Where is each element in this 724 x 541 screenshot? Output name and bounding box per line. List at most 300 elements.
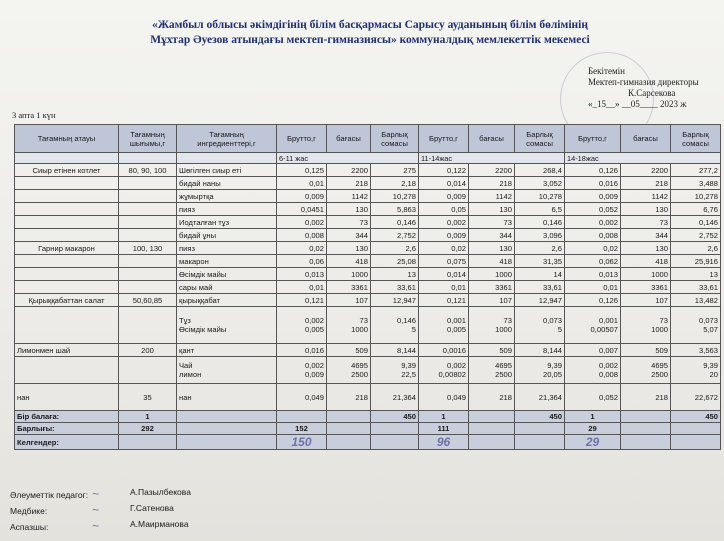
value-line: 0,073 (542, 316, 562, 325)
value-cell: 25,08 (371, 255, 419, 268)
value-cell: 3,563 (671, 344, 721, 357)
value-line: 0,002 (598, 361, 618, 370)
value-line: 0,002 (304, 361, 324, 370)
value-cell: 12,947 (515, 294, 565, 307)
dish-name-cell (15, 357, 119, 384)
table-row (15, 307, 721, 344)
value-line: 0,002 (304, 316, 324, 325)
column-header: Барлық сомасы (515, 125, 565, 153)
value-cell: 418 (621, 255, 671, 268)
ingredient-label: Тұз (179, 316, 191, 325)
header-row (15, 125, 721, 153)
value-line: 9,39 (547, 361, 562, 370)
value-cell: 33,61 (515, 281, 565, 294)
column-header: Брутто,г (419, 125, 469, 153)
table-cell (671, 423, 721, 435)
value-cell: 0,06 (277, 255, 327, 268)
value-cell: 0,062 (565, 255, 621, 268)
table-cell (177, 411, 277, 423)
yield-cell: 200 (119, 344, 177, 357)
title-line-2: Мұхтар Әуезов атындағы мектеп-гимназиясы» коммуналдық мемлекеттік мекемесі (150, 34, 590, 46)
value-cell: 3361 (327, 281, 371, 294)
document-title (110, 18, 630, 48)
value-cell: 0,014 (419, 177, 469, 190)
dish-name-cell (15, 190, 119, 203)
table-cell (469, 435, 515, 450)
value-cell: 22,672 (671, 384, 721, 411)
yield-cell (119, 177, 177, 190)
value-cell: 2200 (469, 164, 515, 177)
ingredient-cell: бидай ұны (177, 229, 277, 242)
value-cell (515, 357, 565, 384)
column-header: Тағамның шығымы,г (119, 125, 177, 153)
table-cell (469, 423, 515, 435)
ingredient-cell: Иодталған тұз (177, 216, 277, 229)
total-value: 450 (515, 411, 565, 423)
value-cell: 0,049 (419, 384, 469, 411)
ingredient-label: Өсімдік майы (179, 325, 227, 334)
value-cell: 344 (621, 229, 671, 242)
value-cell: 0,146 (515, 216, 565, 229)
value-cell: 73 (621, 216, 671, 229)
table-cell (671, 435, 721, 450)
value-cell: 1000 (327, 268, 371, 281)
value-cell: 1142 (469, 190, 515, 203)
value-cell: 0,02 (419, 242, 469, 255)
value-line: 0,00802 (438, 370, 466, 379)
value-line: 73 (659, 316, 668, 325)
value-line: 73 (503, 316, 512, 325)
value-cell: 0,02 (565, 242, 621, 255)
value-cell (515, 307, 565, 344)
total-value: 1 (119, 411, 177, 423)
table-row (15, 281, 721, 294)
table-cell (177, 435, 277, 450)
handwritten-signature: ~ (92, 519, 100, 533)
table-cell (327, 435, 371, 450)
value-cell: 21,364 (371, 384, 419, 411)
table-cell (621, 435, 671, 450)
ingredient-label: Чай (179, 361, 193, 370)
value-cell: 13 (671, 268, 721, 281)
column-header: Барлық сомасы (671, 125, 721, 153)
value-cell: 0,02 (277, 242, 327, 255)
total-label: Бір балаға: (15, 411, 119, 423)
column-header: Тағамның атауы (15, 125, 119, 153)
ingredient-cell: нан (177, 384, 277, 411)
value-cell (621, 357, 671, 384)
approval-line-2: Мектеп-гимназия директоры (588, 77, 699, 87)
table-row (15, 344, 721, 357)
value-cell: 277,2 (671, 164, 721, 177)
value-cell: 2,6 (371, 242, 419, 255)
table-cell (371, 423, 419, 435)
value-cell: 2200 (327, 164, 371, 177)
value-cell: 0,014 (419, 268, 469, 281)
yield-cell (119, 281, 177, 294)
value-cell: 0,122 (419, 164, 469, 177)
value-cell: 0,126 (565, 164, 621, 177)
value-cell: 0,126 (565, 294, 621, 307)
value-cell: 0,01 (277, 177, 327, 190)
column-header: Брутто,г (565, 125, 621, 153)
yield-cell (119, 357, 177, 384)
table-cell (277, 411, 327, 423)
dish-name-cell (15, 255, 119, 268)
yield-cell (119, 255, 177, 268)
value-cell: 1000 (469, 268, 515, 281)
value-cell: 10,278 (371, 190, 419, 203)
value-cell: 0,146 (671, 216, 721, 229)
value-cell: 268,4 (515, 164, 565, 177)
value-cell: 33,61 (371, 281, 419, 294)
table-row (15, 190, 721, 203)
ingredient-cell: макарон (177, 255, 277, 268)
value-cell: 0,013 (277, 268, 327, 281)
attendance-value: 150 (277, 435, 327, 450)
value-cell: 1142 (621, 190, 671, 203)
value-cell: 31,35 (515, 255, 565, 268)
value-cell: 0,002 (419, 216, 469, 229)
total-value: 450 (671, 411, 721, 423)
yield-cell: 50,60,85 (119, 294, 177, 307)
ingredient-cell: бидай наны (177, 177, 277, 190)
title-line-1: «Жамбыл облысы әкімдігінің білім басқармасы Сарысу ауданының білім бөлімінің (152, 19, 588, 31)
table-cell (327, 423, 371, 435)
total-label: Келгендер: (15, 435, 119, 450)
value-cell: 130 (621, 203, 671, 216)
value-cell (419, 307, 469, 344)
yield-cell (119, 268, 177, 281)
table-cell (621, 411, 671, 423)
value-cell: 0,002 (565, 216, 621, 229)
value-line: 0,008 (598, 370, 618, 379)
ingredient-cell: Өсімдік майы (177, 268, 277, 281)
value-cell: 509 (469, 344, 515, 357)
value-cell: 3,052 (515, 177, 565, 190)
value-cell (565, 307, 621, 344)
dish-name-cell (15, 307, 119, 344)
approval-line-3: К.Сарсекова (628, 88, 676, 98)
value-line: 2500 (495, 370, 512, 379)
table-row (15, 216, 721, 229)
value-cell (469, 307, 515, 344)
value-cell: 418 (469, 255, 515, 268)
table-cell (327, 411, 371, 423)
table-row (15, 255, 721, 268)
handwritten-signature: ~ (92, 487, 100, 501)
ingredient-cell: қант (177, 344, 277, 357)
value-cell: 0,008 (565, 229, 621, 242)
column-header: Брутто,г (277, 125, 327, 153)
total-value: 111 (419, 423, 469, 435)
value-cell: 130 (327, 242, 371, 255)
total-value: 152 (277, 423, 327, 435)
value-cell (371, 357, 419, 384)
value-line: 5,07 (703, 325, 718, 334)
value-cell (277, 357, 327, 384)
value-cell (621, 307, 671, 344)
value-cell: 13 (371, 268, 419, 281)
column-header: бағасы (327, 125, 371, 153)
value-cell: 0,002 (277, 216, 327, 229)
value-cell: 5,863 (371, 203, 419, 216)
column-header: бағасы (621, 125, 671, 153)
value-cell: 0,01 (419, 281, 469, 294)
value-cell: 130 (469, 203, 515, 216)
value-cell: 0,121 (419, 294, 469, 307)
value-cell: 344 (327, 229, 371, 242)
value-cell: 130 (327, 203, 371, 216)
value-cell (469, 357, 515, 384)
value-cell: 0,008 (277, 229, 327, 242)
dish-name-cell: нан (15, 384, 119, 411)
value-cell: 130 (621, 242, 671, 255)
signature-nurse: Медбике: ~ Г.Сатенова (10, 503, 174, 517)
value-cell: 73 (327, 216, 371, 229)
table-cell (119, 435, 177, 450)
value-cell: 0,01 (565, 281, 621, 294)
value-cell: 107 (621, 294, 671, 307)
value-cell: 218 (621, 384, 671, 411)
table-row (15, 164, 721, 177)
value-line: 4695 (351, 361, 368, 370)
value-cell (327, 357, 371, 384)
value-line: 0,009 (304, 370, 324, 379)
value-cell: 275 (371, 164, 419, 177)
value-cell: 0,009 (277, 190, 327, 203)
value-cell: 14 (515, 268, 565, 281)
value-cell: 1142 (327, 190, 371, 203)
value-line: 5 (557, 325, 562, 334)
dish-name-cell: Сиыр етінен котлет (15, 164, 119, 177)
value-cell: 8,144 (515, 344, 565, 357)
value-cell: 344 (469, 229, 515, 242)
value-cell: 10,278 (671, 190, 721, 203)
table-cell (177, 423, 277, 435)
value-line: 2500 (351, 370, 368, 379)
value-line: 9,39 (703, 361, 718, 370)
value-cell: 0,01 (277, 281, 327, 294)
value-cell: 218 (469, 177, 515, 190)
column-header: бағасы (469, 125, 515, 153)
ingredient-label: лимон (179, 370, 202, 379)
value-cell: 0,016 (565, 177, 621, 190)
total-row (15, 423, 721, 435)
value-cell: 0,049 (277, 384, 327, 411)
age-group-3: 14-18жас (565, 153, 721, 164)
yield-cell (119, 203, 177, 216)
dish-name-cell: Қырыққабаттан салат (15, 294, 119, 307)
value-cell: 0,007 (565, 344, 621, 357)
value-cell: 0,0451 (277, 203, 327, 216)
dish-name-cell (15, 229, 119, 242)
ingredient-cell (177, 357, 277, 384)
value-cell: 6,5 (515, 203, 565, 216)
value-line: 1000 (495, 325, 512, 334)
value-line: 0,001 (446, 316, 466, 325)
value-cell: 25,916 (671, 255, 721, 268)
total-value: 29 (565, 423, 621, 435)
value-cell: 21,364 (515, 384, 565, 411)
value-cell: 218 (469, 384, 515, 411)
value-line: 0,005 (446, 325, 466, 334)
value-cell: 2,6 (671, 242, 721, 255)
value-cell: 2,752 (671, 229, 721, 242)
ingredient-cell: жұмыртқа (177, 190, 277, 203)
ingredient-cell: Шөгілген сиыр еті (177, 164, 277, 177)
age-group-2: 11-14жас (419, 153, 565, 164)
value-line: 4695 (495, 361, 512, 370)
ingredient-cell: сары май (177, 281, 277, 294)
value-cell: 73 (469, 216, 515, 229)
value-cell: 218 (327, 177, 371, 190)
ingredient-cell (177, 307, 277, 344)
yield-cell: 35 (119, 384, 177, 411)
value-cell: 107 (469, 294, 515, 307)
value-cell: 10,278 (515, 190, 565, 203)
value-cell: 2,6 (515, 242, 565, 255)
yield-cell (119, 307, 177, 344)
value-cell: 0,009 (419, 190, 469, 203)
dish-name-cell (15, 216, 119, 229)
value-cell: 218 (621, 177, 671, 190)
value-line: 0,001 (598, 316, 618, 325)
value-cell (327, 307, 371, 344)
dish-name-cell (15, 268, 119, 281)
value-line: 1000 (651, 325, 668, 334)
value-line: 9,39 (401, 361, 416, 370)
value-cell: 0,121 (277, 294, 327, 307)
value-cell: 0,009 (419, 229, 469, 242)
value-cell: 0,146 (371, 216, 419, 229)
table-cell (515, 423, 565, 435)
attendance-value: 96 (419, 435, 469, 450)
value-cell: 0,009 (565, 190, 621, 203)
handwritten-signature: ~ (92, 503, 100, 517)
value-cell: 509 (327, 344, 371, 357)
value-cell (277, 307, 327, 344)
value-cell: 218 (327, 384, 371, 411)
ingredient-cell: пияз (177, 242, 277, 255)
total-value: 1 (565, 411, 621, 423)
table-cell (469, 411, 515, 423)
ingredient-cell: қырыққабат (177, 294, 277, 307)
value-line: 0,146 (396, 316, 416, 325)
dish-name-cell: Лимонмен шай (15, 344, 119, 357)
value-cell: 0,0016 (419, 344, 469, 357)
table-row (15, 384, 721, 411)
attendance-value: 29 (565, 435, 621, 450)
table-cell (371, 435, 419, 450)
yield-cell (119, 216, 177, 229)
value-cell: 2200 (621, 164, 671, 177)
value-line: 0,005 (304, 325, 324, 334)
value-cell (671, 307, 721, 344)
value-line: 0,00507 (590, 325, 618, 334)
ingredient-cell: пияз (177, 203, 277, 216)
dish-name-cell (15, 203, 119, 216)
per-child-row (15, 411, 721, 423)
table-row (15, 177, 721, 190)
table-cell (515, 435, 565, 450)
signature-social-pedagogue: Әлеуметтік педагог: ~ А.Пазылбекова (10, 487, 191, 501)
value-cell: 33,61 (671, 281, 721, 294)
age-groups-row (15, 153, 721, 164)
menu-table (14, 124, 721, 450)
value-cell: 12,947 (371, 294, 419, 307)
value-cell (419, 357, 469, 384)
yield-cell: 100, 130 (119, 242, 177, 255)
yield-cell: 80, 90, 100 (119, 164, 177, 177)
value-cell: 0,125 (277, 164, 327, 177)
value-cell: 8,144 (371, 344, 419, 357)
value-line: 1000 (351, 325, 368, 334)
value-cell: 3361 (621, 281, 671, 294)
approval-block (588, 66, 718, 110)
table-row (15, 294, 721, 307)
value-cell: 1000 (621, 268, 671, 281)
value-cell: 0,016 (277, 344, 327, 357)
column-header: Тағамның ингредиенттері,г (177, 125, 277, 153)
dish-name-cell (15, 177, 119, 190)
approval-line-1: Бекітемін (588, 66, 625, 76)
value-cell: 3,488 (671, 177, 721, 190)
yield-cell (119, 229, 177, 242)
value-line: 20 (709, 370, 718, 379)
value-line: 0,073 (698, 316, 718, 325)
value-cell: 2,18 (371, 177, 419, 190)
value-line: 20,05 (542, 370, 562, 379)
value-cell: 6,76 (671, 203, 721, 216)
total-value: 292 (119, 423, 177, 435)
value-line: 0,002 (446, 361, 466, 370)
value-cell: 418 (327, 255, 371, 268)
value-cell: 0,052 (565, 384, 621, 411)
value-cell: 13,482 (671, 294, 721, 307)
value-cell: 107 (327, 294, 371, 307)
table-row (15, 203, 721, 216)
value-line: 4695 (651, 361, 668, 370)
table-row (15, 242, 721, 255)
total-label: Барлығы: (15, 423, 119, 435)
value-cell: 3,096 (515, 229, 565, 242)
value-cell (565, 357, 621, 384)
value-line: 73 (359, 316, 368, 325)
signature-cook: Аспазшы: ~ А.Маирманова (10, 519, 189, 533)
attendance-row (15, 435, 721, 450)
value-cell: 3361 (469, 281, 515, 294)
value-cell: 0,013 (565, 268, 621, 281)
yield-cell (119, 190, 177, 203)
value-cell: 509 (621, 344, 671, 357)
table-row (15, 268, 721, 281)
table-row (15, 357, 721, 384)
table-row (15, 229, 721, 242)
value-line: 5 (411, 325, 416, 334)
total-value: 1 (419, 411, 469, 423)
value-cell: 0,075 (419, 255, 469, 268)
table-cell (621, 423, 671, 435)
value-cell (371, 307, 419, 344)
value-cell (671, 357, 721, 384)
approval-date: «_15__» __05____ 2023 ж (588, 99, 687, 109)
dish-name-cell (15, 281, 119, 294)
value-cell: 130 (469, 242, 515, 255)
week-label: 3 апта 1 күн (12, 110, 56, 120)
dish-name-cell: Гарнир макарон (15, 242, 119, 255)
age-group-1: 6-11 жас (277, 153, 419, 164)
